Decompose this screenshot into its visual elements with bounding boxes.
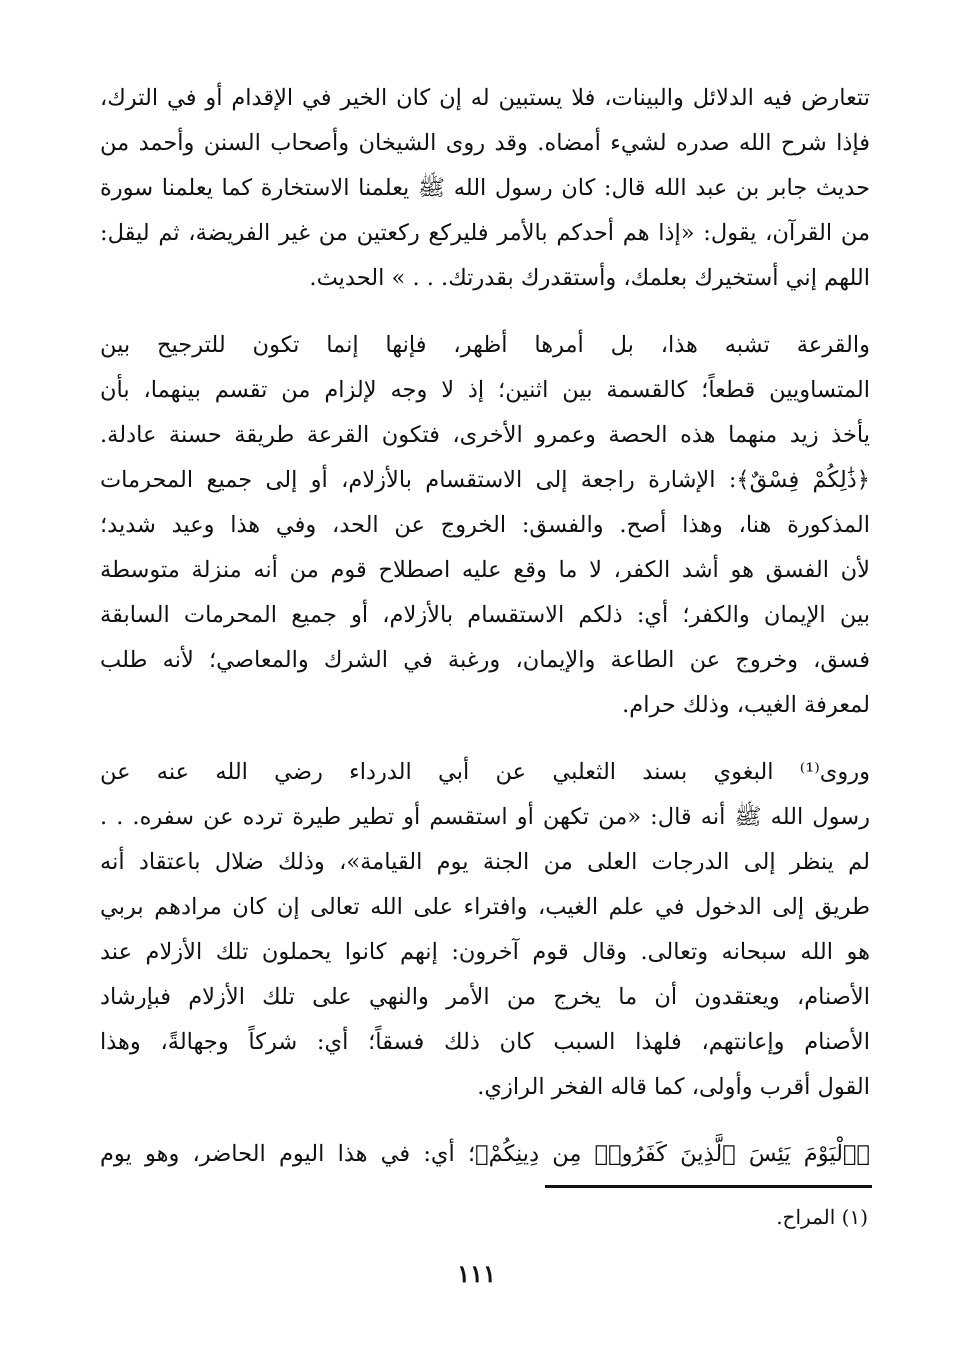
text-line: حديث جابر بن عبد الله قال: كان رسول الله ﷺ يعلمنا الاستخارة كما يعلمنا سورة [100,175,870,201]
text-line: الأصنام وإعانتهم، فلهذا السبب كان ذلك فسقاً؛ أي: شركاً وجهالةً، وهذا [100,1029,870,1055]
page-number: ١١١ [457,1259,496,1288]
text-line: فإذا شرح الله صدره لشيء أمضاه. وقد روى الشيخان وأصحاب السنن وأحمد من [100,130,870,156]
paragraph-4 [100,1132,870,1177]
text-line: المذكورة هنا، وهذا أصح. والفسق: الخروج عن الحد، وفي هذا وعيد شديد؛ [100,512,870,538]
text-line: من القرآن، يقول: «إذا هم أحدكم بالأمر فليركع ركعتين من غير الفريضة، ثم ليقل: [100,220,870,246]
text-line: ﴿ٱلْيَوْمَ يَئِسَ ٱلَّذِينَ كَفَرُوا۟ مِن دِينِكُمْ﴾؛ أي: في هذا اليوم الحاضر، وهو يوم [100,1141,870,1167]
paragraph-3 [100,750,870,1110]
text-line: المتساويين قطعاً؛ كالقسمة بين اثنين؛ إذ لا وجه لإلزام من تقسم بينهما، بأن [100,377,870,403]
text-line: طريق إلى الدخول في علم الغيب، وافتراء على الله تعالى إن كان مرادهم بربي [100,894,870,920]
text-line: اللهم إني أستخيرك بعلمك، وأستقدرك بقدرتك. . . » الحديث. [309,265,870,291]
text-line: يأخذ زيد منهما هذه الحصة وعمرو الأخرى، فتكون القرعة طريقة حسنة عادلة. [100,422,870,448]
page-body [100,76,870,1177]
text-line: هو الله سبحانه وتعالى. وقال قوم آخرون: إنهم كانوا يحملون تلك الأزلام عند [100,939,870,965]
text-line: الأصنام، ويعتقدون أن ما يخرج من الأمر والنهي على تلك الأزلام فبإرشاد [100,984,870,1010]
text-line: تتعارض فيه الدلائل والبينات، فلا يستبين له إن كان الخير في الإقدام أو في الترك، [100,85,870,111]
paragraph-1 [100,76,870,301]
text-line: رسول الله ﷺ أنه قال: «من تكهن أو استقسم أو تطير طيرة ترده عن سفره. . . [100,804,870,830]
text-line: لأن الفسق هو أشد الكفر، لا ما وقع عليه اصطلاح قوم من أنه منزلة متوسطة [100,557,870,583]
text-line: لم ينظر إلى الدرجات العلى من الجنة يوم القيامة»، وذلك ضلال باعتقاد أنه [100,849,870,875]
footnote: (١) المراح. [776,1205,868,1229]
text-line: ﴿ذَٰلِكُمْ فِسْقٌ﴾: الإشارة راجعة إلى الاستقسام بالأزلام، أو إلى جميع المحرمات [100,467,870,493]
footnote-divider [545,1185,872,1188]
text-line: وروى⁽¹⁾ البغوي بسند الثعلبي عن أبي الدرداء رضي الله عنه عن [100,759,870,785]
text-line: فسق، وخروج عن الطاعة والإيمان، ورغبة في الشرك والمعاصي؛ لأنه طلب [100,647,870,673]
paragraph-2 [100,323,870,728]
text-line: القول أقرب وأولى، كما قاله الفخر الرازي. [477,1074,870,1100]
text-line: والقرعة تشبه هذا، بل أمرها أظهر، فإنها إنما تكون للترجيح بين [100,332,870,358]
text-line: بين الإيمان والكفر؛ أي: ذلكم الاستقسام بالأزلام، أو جميع المحرمات السابقة [100,602,870,628]
text-line: لمعرفة الغيب، وذلك حرام. [622,692,870,718]
